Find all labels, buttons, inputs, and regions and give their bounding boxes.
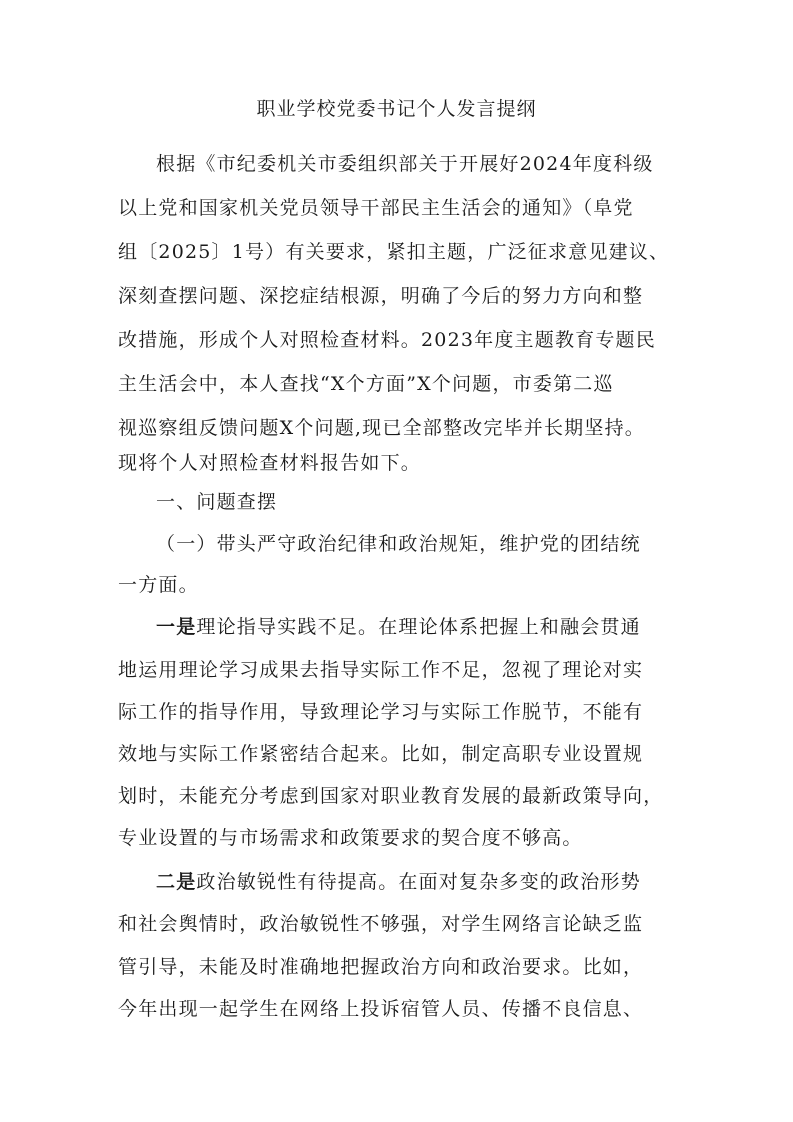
paragraph-line: 效地与实际工作紧密结合起来。比如，制定高职专业设置规 xyxy=(118,743,644,765)
item-one-text: 理论指导实践不足。在理论体系把握上和融会贯通 xyxy=(196,616,641,638)
paragraph-line: 和社会舆情时，政治敏锐性不够强，对学生网络言论缺乏监 xyxy=(118,913,644,935)
paragraph-line: 主生活会中，本人查找“X个方面”X个问题，市委第二巡 xyxy=(118,373,614,395)
item-two-lead: 二是 xyxy=(156,871,197,893)
paragraph-line: 组〔2025〕1号）有关要求，紧扣主题，广泛征求意见建议、 xyxy=(118,241,670,263)
paragraph-line: 以上党和国家机关党员领导干部民主生活会的通知》（阜党 xyxy=(118,197,634,219)
subsection-heading-continued: 一方面。 xyxy=(118,574,199,596)
item-two-text: 政治敏锐性有待提高。在面对复杂多变的政治形势 xyxy=(196,871,641,893)
paragraph-line: 视巡察组反馈问题X个问题,现已全部整改完毕并长期坚持。 xyxy=(118,417,645,439)
paragraph-line: 专业设置的与市场需求和政策要求的契合度不够高。 xyxy=(118,827,583,849)
paragraph-line: 今年出现一起学生在网络上投诉宿管人员、传播不良信息、 xyxy=(118,998,644,1020)
item-one-lead: 一是 xyxy=(156,616,197,638)
item-one-first-line xyxy=(156,612,688,639)
paragraph-line: 管引导，未能及时准确地把握政治方向和政治要求。比如， xyxy=(118,956,644,978)
paragraph-line: 地运用理论学习成果去指导实际工作不足，忽视了理论对实 xyxy=(118,659,644,681)
paragraph-line: 际工作的指导作用，导致理论学习与实际工作脱节，不能有 xyxy=(118,701,644,723)
paragraph-line: 改措施，形成个人对照检查材料。2023年度主题教育专题民 xyxy=(118,329,656,351)
paragraph-line: 根据《市纪委机关市委组织部关于开展好2024年度科级 xyxy=(156,153,654,175)
document-title: 职业学校党委书记个人发言提纲 xyxy=(256,98,537,120)
paragraph-line: 划时，未能充分考虑到国家对职业教育发展的最新政策导向， xyxy=(118,785,664,807)
paragraph-line: 深刻查摆问题、深挖症结根源，明确了今后的努力方向和整 xyxy=(118,285,644,307)
paragraph-line: 现将个人对照检查材料报告如下。 xyxy=(118,452,422,474)
subsection-heading: （一）带头严守政治纪律和政治规矩，维护党的团结统 xyxy=(156,533,641,555)
section-heading: 一、问题查摆 xyxy=(156,491,278,513)
item-two-first-line xyxy=(156,867,688,894)
